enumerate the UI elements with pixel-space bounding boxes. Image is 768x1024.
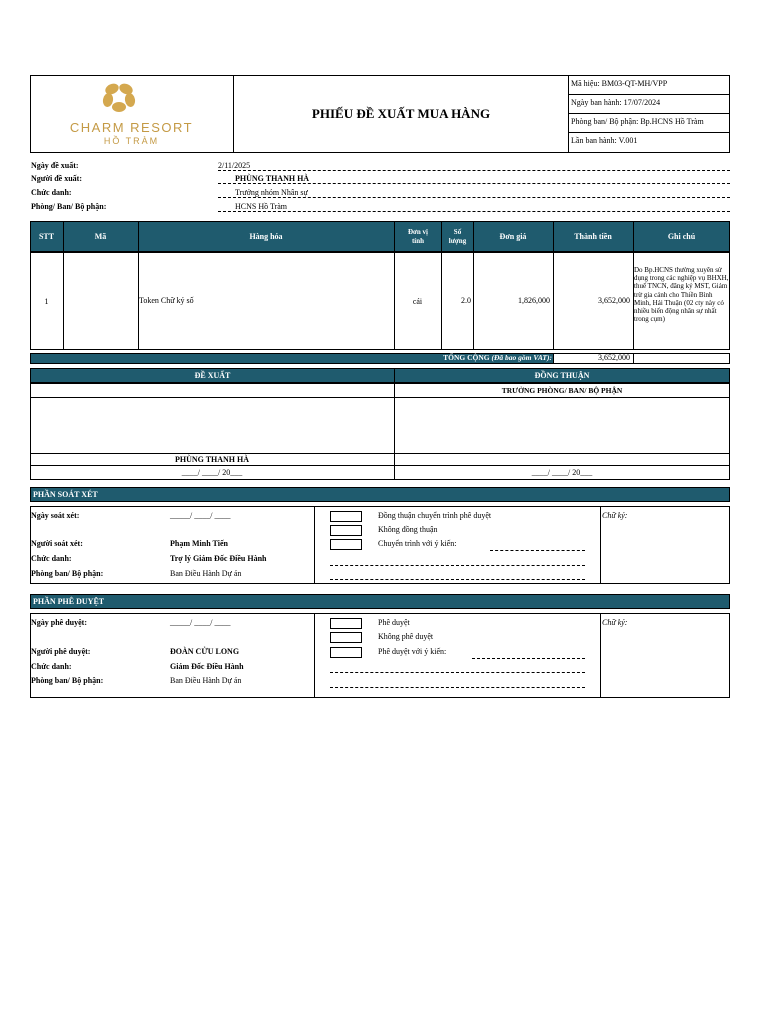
approve-date-label: Ngày phê duyệt: (31, 618, 88, 627)
row-price: 1,826,000 (518, 296, 550, 305)
job-title-label: Chức danh: (31, 188, 72, 197)
resort-logo (30, 76, 233, 152)
review-option-disagree: Không đồng thuận (378, 525, 438, 534)
review-option-agree: Đồng thuận chuyển trình phê duyệt (378, 511, 492, 520)
col-header-note: Ghi chú (667, 232, 696, 241)
consent-subheader: TRƯỞNG PHÒNG/ BAN/ BỘ PHẬN (501, 385, 623, 395)
review-comment-line-3[interactable] (330, 579, 585, 580)
approve-comment-line-2[interactable] (330, 672, 585, 673)
col-header-item: Hàng hóa (249, 232, 283, 241)
approve-date-value: _____/ ____/ ____ (170, 618, 231, 627)
review-checkbox-disagree[interactable] (330, 525, 362, 536)
review-date-value: _____/ ____/ ____ (170, 511, 231, 520)
logo-subtitle: HỒ TRÀM (103, 136, 160, 146)
approver-label: Người phê duyệt: (31, 647, 91, 656)
total-label-note: (Đã bao gồm VAT): (491, 353, 552, 362)
review-comment-line-1[interactable] (490, 550, 585, 551)
approve-comment-line-1[interactable] (472, 658, 585, 659)
row-unit: cái (412, 296, 423, 306)
review-section-title: PHẦN SOÁT XÉT (30, 487, 730, 502)
consent-date: ____/ ____/ 20___ (531, 468, 593, 477)
doc-code: Mã hiệu: BM03-QT-MH/VPP (571, 79, 668, 88)
flower-logo-icon (98, 80, 140, 114)
approve-option-comment: Phê duyệt với ý kiến: (378, 647, 447, 656)
approve-option-reject: Không phê duyệt (378, 632, 434, 641)
reviewer-title-value: Trợ lý Giám Đốc Điều Hành (170, 554, 267, 563)
form-title: PHIẾU ĐỀ XUẤT MUA HÀNG (311, 106, 491, 121)
proposer-label: Người đề xuất: (31, 174, 83, 183)
row-item: Token Chữ ký số (139, 296, 194, 305)
row-note: Do Bp.HCNS thường xuyên sử dụng trong các nghiệp vụ BHXH, thuế TNCN, đăng ký MST, Giảm trừ gia cảnh cho Thiền Bình Minh, Hải Thuận (02 cty này có nhiều biến động nhân sự nhất trong cụm) (634, 266, 729, 324)
col-header-unit: Đơn vị tính (407, 227, 429, 245)
review-checkbox-comment[interactable] (330, 539, 362, 550)
review-checkbox-agree[interactable] (330, 511, 362, 522)
review-date-label: Ngày soát xét: (31, 511, 80, 520)
approve-sign-label: Chữ ký: (602, 618, 628, 627)
approver-title-label: Chức danh: (31, 662, 72, 671)
date-value: 2/11/2025 (218, 161, 251, 170)
reviewer-value: Phạm Minh Tiến (170, 539, 228, 548)
approver-dept-value: Ban Điều Hành Dự án (170, 676, 242, 685)
reviewer-dept-value: Ban Điều Hành Dự án (170, 569, 242, 578)
reviewer-label (31, 539, 83, 548)
review-sign-label: Chữ ký: (602, 511, 628, 520)
row-amount: 3,652,000 (598, 296, 630, 305)
col-header-code: Mã (94, 232, 107, 241)
reviewer-dept-label: Phòng ban/ Bộ phận: (31, 569, 104, 578)
total-label (380, 353, 552, 364)
dept-label: Phòng/ Ban/ Bộ phận: (31, 202, 107, 211)
approve-option-approve: Phê duyệt (378, 618, 410, 627)
approver-value: ĐOÀN CỬU LONG (170, 647, 240, 656)
propose-date: ____/ ____/ 20___ (181, 468, 243, 477)
col-header-qty: Số lượng (448, 227, 467, 245)
col-header-stt: STT (38, 232, 55, 241)
total-label-text: TỔNG CỘNG (443, 353, 490, 362)
doc-version: Lần ban hành: V.001 (571, 136, 638, 145)
reviewer-title-label: Chức danh: (31, 554, 72, 563)
propose-name: PHÙNG THANH HÀ (174, 454, 250, 464)
approver-dept-label: Phòng ban/ Bộ phận: (31, 676, 104, 685)
consent-header: ĐỒNG THUẬN (394, 368, 730, 383)
doc-department: Phòng ban/ Bộ phận: Bp.HCNS Hồ Tràm (571, 117, 704, 126)
issue-date: Ngày ban hành: 17/07/2024 (571, 98, 661, 107)
date-label: Ngày đề xuất: (31, 161, 79, 170)
review-option-comment: Chuyển trình với ý kiến: (378, 539, 457, 548)
approve-comment-line-3[interactable] (330, 687, 585, 688)
approve-section-title: PHẦN PHÊ DUYỆT (30, 594, 730, 609)
col-header-price: Đơn giá (499, 232, 527, 241)
approve-checkbox-approve[interactable] (330, 618, 362, 629)
dept-value: HCNS Hồ Tràm (235, 202, 288, 211)
row-code (63, 252, 138, 350)
row-qty: 2.0 (461, 296, 471, 305)
approver-title-value: Giám Đốc Điều Hành (170, 662, 244, 671)
col-header-amount: Thành tiền (574, 232, 612, 241)
proposer-value: PHÙNG THANH HÀ (235, 174, 310, 183)
total-value: 3,652,000 (598, 353, 630, 362)
reviewer-label-text: Người soát xét: (31, 539, 83, 548)
propose-header: ĐỀ XUẤT (30, 368, 395, 383)
approve-checkbox-reject[interactable] (330, 632, 362, 643)
approve-checkbox-comment[interactable] (330, 647, 362, 658)
logo-name: CHARM RESORT (69, 120, 194, 135)
job-title-value: Trưởng nhóm Nhân sự (235, 188, 308, 197)
row-stt: 1 (44, 296, 49, 306)
review-comment-line-2[interactable] (330, 565, 585, 566)
